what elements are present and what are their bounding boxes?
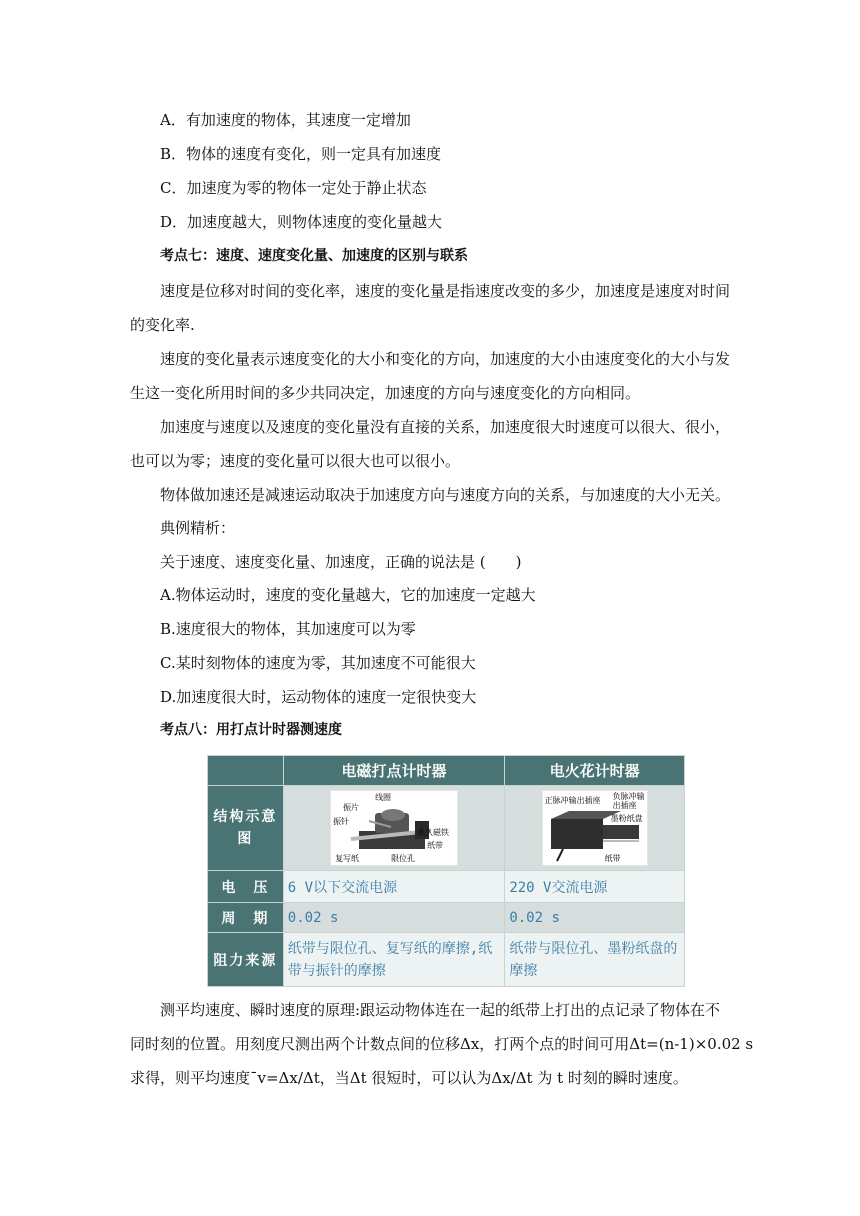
q-option-d: D.加速度很大时，运动物体的速度一定很快变大 [160,688,477,706]
row-header-voltage: 电 压 [208,871,284,903]
structure-electromagnetic [283,786,505,871]
section8-heading: 考点八：用打点计时器测速度 [160,722,342,738]
resistance-electromagnetic: 纸带与限位孔、复写纸的摩擦,纸带与振针的摩擦 [283,933,505,987]
timer-comparison-table [207,755,685,987]
section7-p3-line2: 也可以为零；速度的变化量可以很大也可以很小。 [130,452,461,470]
option-d: D．加速度越大，则物体速度的变化量越大 [160,213,443,231]
row-header-resistance: 阻力来源 [208,933,284,987]
section8-p-line1: 测平均速度、瞬时速度的原理:跟运动物体连在一起的纸带上打出的点记录了物体在不 [160,1001,721,1019]
img1-label-magnet: 永久磁铁 [417,828,450,837]
section7-p1-line1: 速度是位移对时间的变化率，速度的变化量是指速度改变的多少，加速度是速度对时间 [160,282,731,300]
resistance-spark: 纸带与限位孔、墨粉纸盘的摩擦 [505,933,685,987]
section7-p1-line2: 的变化率. [130,316,195,334]
row-header-structure: 结构示意图 [208,786,284,871]
electromagnetic-timer-image [330,790,458,866]
table-corner [208,756,284,786]
section7-p3-line1: 加速度与速度以及速度的变化量没有直接的关系，加速度很大时速度可以很大、很小， [160,418,731,436]
option-a: A．有加速度的物体，其速度一定增加 [160,111,411,129]
img2-label-negative-socket: 负脉冲输出插座 [612,792,645,810]
period-spark: 0.02 s [505,903,685,933]
section8-p-line2: 同时刻的位置。用刻度尺测出两个计数点间的位移Δx，打两个点的时间可用Δt=(n-1)×0.02 s [130,1035,754,1053]
section7-p2-line2: 生这一变化所用时间的多少共同决定，加速度的方向与速度变化的方向相同。 [130,384,641,402]
spark-timer-image [542,790,648,866]
img1-label-tape: 纸带 [427,841,444,850]
voltage-spark: 220 V交流电源 [505,871,685,903]
img1-label-limit-hole: 限位孔 [391,854,416,863]
voltage-electromagnetic: 6 V以下交流电源 [283,871,505,903]
img2-label-tape: 纸带 [604,854,621,863]
img1-label-coil: 线圈 [375,793,392,802]
section7-p2-line1: 速度的变化量表示速度变化的大小和变化的方向，加速度的大小由速度变化的大小与发 [160,350,731,368]
section8-p-line3: 求得，则平均速度¯v=Δx/Δt，当Δt 很短时，可以认为Δx/Δt 为 t 时刻的瞬时速度。 [130,1069,688,1087]
img2-label-toner-disc: 墨粉纸盘 [610,814,643,823]
period-electromagnetic: 0.02 s [283,903,505,933]
option-c: C．加速度为零的物体一定处于静止状态 [160,179,427,197]
img1-label-carbon-paper: 复写纸 [335,854,360,863]
col-header-electromagnetic: 电磁打点计时器 [283,756,505,786]
img1-label-vibrating-needle: 振针 [333,817,350,826]
col-header-spark: 电火花计时器 [505,756,685,786]
img1-label-vibrating-plate: 振片 [343,803,360,812]
section7-heading: 考点七：速度、速度变化量、加速度的区别与联系 [160,248,468,264]
row-header-period: 周 期 [208,903,284,933]
section7-p4: 物体做加速还是减速运动取决于加速度方向与速度方向的关系，与加速度的大小无关。 [160,486,731,504]
example-label: 典例精析： [160,519,236,537]
q-option-b: B.速度很大的物体，其加速度可以为零 [160,620,416,638]
q-option-c: C.某时刻物体的速度为零，其加速度不可能很大 [160,654,476,672]
img2-label-positive-socket: 正脉冲输出插座 [544,796,601,805]
structure-spark [505,786,685,871]
option-b: B．物体的速度有变化，则一定具有加速度 [160,145,442,163]
q-option-a: A.物体运动时，速度的变化量越大，它的加速度一定越大 [160,586,536,604]
question: 关于速度、速度变化量、加速度，正确的说法是 ( ) [160,553,522,571]
